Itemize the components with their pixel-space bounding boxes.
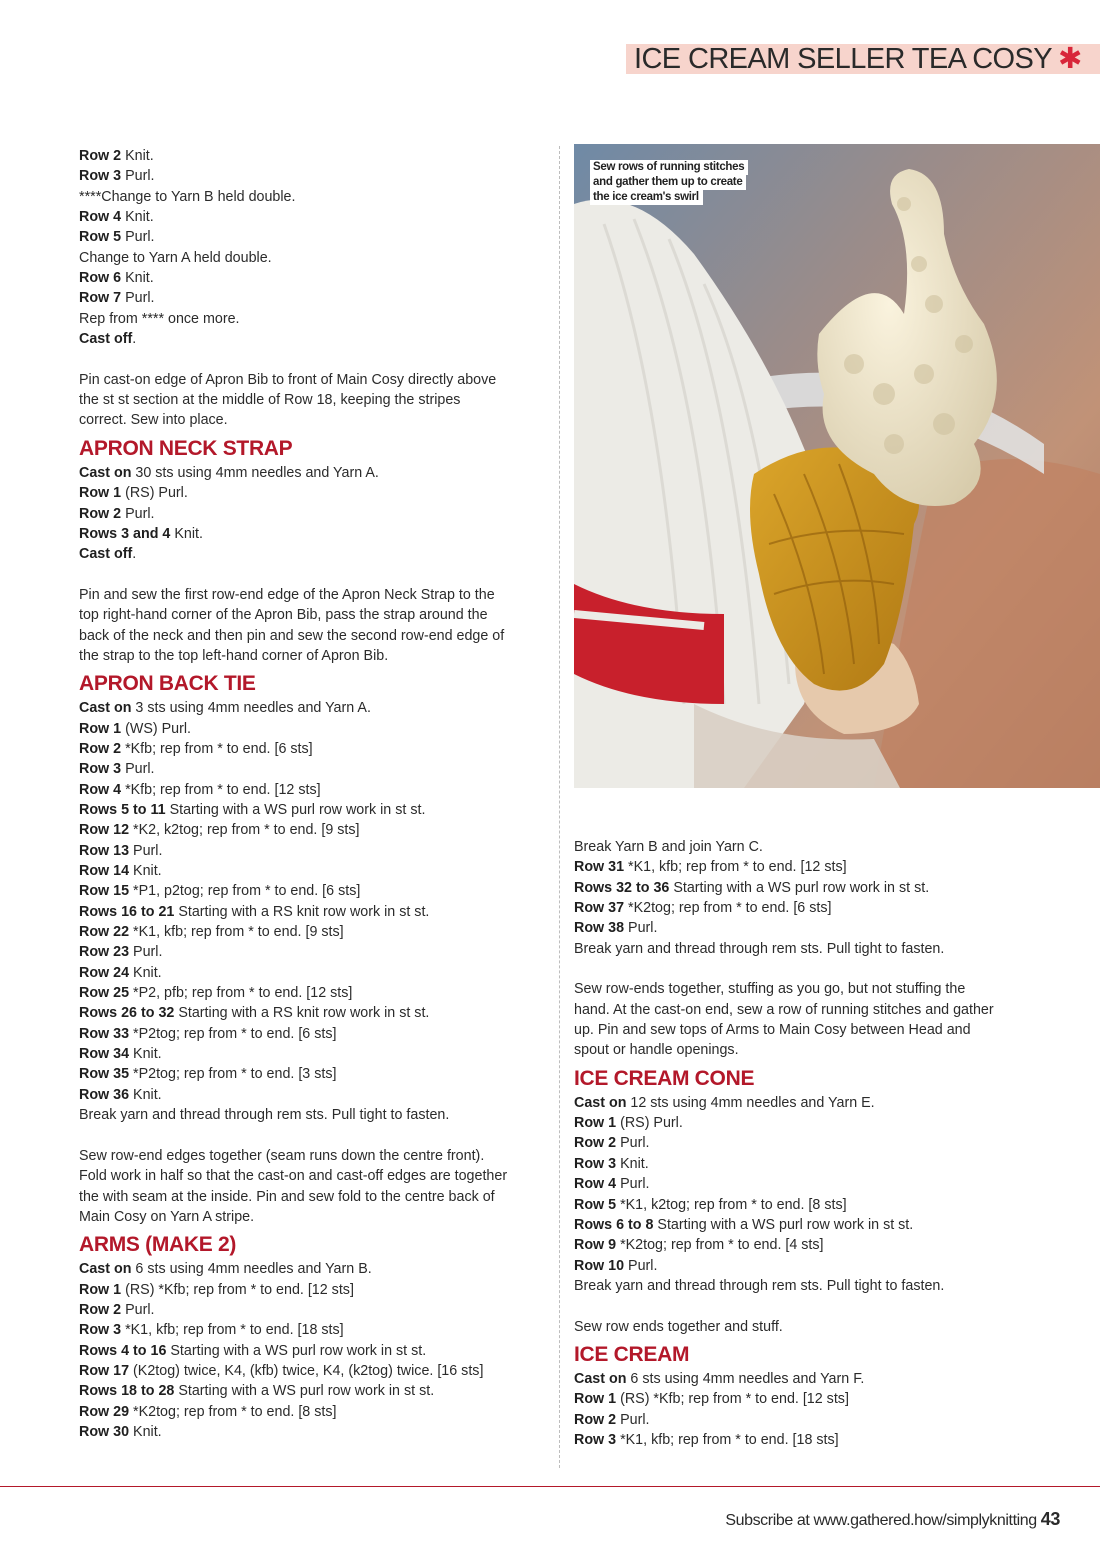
paragraph-line: back of the neck and then pin and sew the second row-end edge of	[79, 627, 505, 644]
pattern-row-line	[79, 268, 549, 288]
row-instruction: Purl.	[624, 1257, 658, 1274]
instruction-paragraph	[79, 370, 549, 431]
row-instruction: 6 sts using 4mm needles and Yarn F.	[626, 1370, 865, 1387]
row-label: Row 1	[574, 1115, 617, 1132]
left-column	[79, 146, 549, 1442]
row-label: Row 22	[79, 924, 130, 941]
row-instruction: (RS) *Kfb; rep from * to end. [12 sts]	[121, 1281, 354, 1298]
row-label: Row 14	[79, 863, 130, 879]
row-instruction: Purl.	[121, 505, 155, 522]
row-label: Row 3	[79, 761, 122, 778]
row-instruction: Break yarn and thread through rem sts. Pull tight to fasten.	[574, 940, 945, 957]
pattern-row-line	[574, 1113, 1044, 1133]
pattern-row-line	[79, 207, 549, 227]
pattern-row-line	[574, 918, 1044, 938]
instruction-paragraph	[574, 979, 1044, 1060]
pattern-row-line	[79, 1024, 549, 1044]
pattern-row-line	[574, 1369, 1044, 1389]
row-label: Row 2	[79, 740, 122, 757]
row-instruction: Knit.	[170, 525, 203, 542]
row-label: Rows 18 to 28	[79, 1383, 175, 1400]
row-instruction: Knit.	[129, 964, 162, 981]
row-label: Row 34	[79, 1046, 130, 1063]
row-instruction: Starting with a WS purl row work in st st.	[165, 801, 426, 818]
pattern-row-line	[574, 939, 1044, 959]
row-instruction: Purl.	[616, 1411, 650, 1428]
pattern-row-line	[79, 288, 549, 308]
row-label: Cast on	[574, 1094, 627, 1111]
row-label: Row 1	[79, 485, 122, 502]
pattern-row-line	[79, 1402, 549, 1422]
paragraph-line: Pin cast-on edge of Apron Bib to front of Main Cosy directly above	[79, 371, 497, 388]
row-instruction: Knit.	[129, 863, 162, 879]
paragraph-line: spout or handle openings.	[574, 1042, 739, 1059]
pattern-row-line	[79, 1300, 549, 1320]
row-label: Row 4	[79, 781, 122, 798]
pattern-row-line	[79, 504, 549, 524]
caption-line-1: Sew rows of running stitches	[590, 160, 748, 175]
pattern-row-line	[574, 1215, 1044, 1235]
row-instruction: Knit.	[121, 148, 154, 164]
caption-line-2: and gather them up to create	[590, 175, 746, 190]
row-instruction: Knit.	[129, 1046, 162, 1063]
pattern-row-line	[574, 1195, 1044, 1215]
footer-rule	[0, 1486, 1100, 1487]
row-instruction: *K1, kfb; rep from * to end. [9 sts]	[129, 924, 344, 941]
row-label: Row 1	[574, 1391, 617, 1408]
pattern-row-line	[79, 1361, 549, 1381]
pattern-row-line	[79, 739, 549, 759]
pattern-rows-block	[574, 1093, 1044, 1296]
row-instruction: *K1, kfb; rep from * to end. [12 sts]	[624, 859, 847, 876]
pattern-row-line	[574, 1256, 1044, 1276]
paragraph-line: Sew row-ends together, stuffing as you go, but not stuffing the	[574, 981, 966, 998]
pattern-row-line	[79, 1381, 549, 1401]
page-section-title	[634, 42, 1082, 76]
row-instruction: *Kfb; rep from * to end. [6 sts]	[121, 740, 313, 757]
row-label: Row 3	[79, 168, 122, 185]
pattern-row-line	[79, 902, 549, 922]
instruction-paragraph	[574, 1317, 1044, 1337]
row-instruction: Knit.	[616, 1155, 649, 1172]
pattern-row-line	[79, 1320, 549, 1340]
pattern-row-line	[79, 463, 549, 483]
row-label: Row 35	[79, 1066, 130, 1083]
section-heading-ice-cream-cone: ICE CREAM CONE	[574, 1066, 755, 1090]
pattern-rows-block	[79, 1259, 549, 1442]
pattern-row-line	[79, 841, 549, 861]
row-label: Rows 4 to 16	[79, 1342, 167, 1359]
pattern-row-line	[574, 878, 1044, 898]
row-instruction: *P2tog; rep from * to end. [3 sts]	[129, 1066, 337, 1083]
row-instruction: *K2tog; rep from * to end. [6 sts]	[624, 900, 832, 917]
pattern-row-line	[574, 857, 1044, 877]
pattern-row-line	[79, 1003, 549, 1023]
row-instruction: Knit.	[129, 1423, 162, 1440]
knitted-ice-cream-illustration	[574, 144, 1100, 788]
row-instruction: *P2, pfb; rep from * to end. [12 sts]	[129, 985, 353, 1002]
row-label: Rows 32 to 36	[574, 879, 670, 896]
pattern-row-line	[79, 166, 549, 186]
row-label: Row 5	[574, 1196, 617, 1213]
pattern-row-line	[79, 820, 549, 840]
row-label: Row 30	[79, 1423, 130, 1440]
section-heading-apron-back-tie: APRON BACK TIE	[79, 672, 256, 696]
row-instruction: Starting with a WS purl row work in st st.	[166, 1342, 427, 1359]
row-instruction: Purl.	[121, 168, 155, 185]
row-instruction: Starting with a RS knit row work in st st.	[174, 1005, 430, 1022]
pattern-row-line	[79, 861, 549, 881]
pattern-row-line	[79, 227, 549, 247]
row-label: Row 36	[79, 1086, 130, 1103]
pattern-row-line	[79, 1085, 549, 1105]
row-instruction: Change to Yarn A held double.	[79, 249, 272, 266]
row-instruction: (WS) Purl.	[121, 720, 192, 737]
pattern-row-line	[79, 524, 549, 544]
row-label: Row 37	[574, 900, 625, 917]
row-label: Row 31	[574, 859, 625, 876]
pattern-row-line	[79, 248, 549, 268]
paragraph-line: up. Pin and sew tops of Arms to Main Cosy between Head and	[574, 1022, 971, 1039]
row-instruction: Knit.	[121, 270, 154, 287]
pattern-row-line	[79, 1341, 549, 1361]
row-instruction: 12 sts using 4mm needles and Yarn E.	[626, 1094, 875, 1111]
row-label: Row 1	[79, 720, 122, 737]
row-instruction: Purl.	[129, 944, 163, 961]
section-heading-arms: ARMS (MAKE 2)	[79, 1233, 237, 1257]
pattern-row-line	[79, 983, 549, 1003]
section-title-text: ICE CREAM SELLER TEA COSY	[634, 43, 1052, 75]
row-label: Row 3	[574, 1155, 617, 1172]
row-instruction: Purl.	[121, 1301, 155, 1318]
pattern-rows-block	[79, 463, 549, 565]
photo-caption	[590, 160, 748, 205]
row-instruction: .	[132, 546, 137, 563]
paragraph-line: Main Cosy on Yarn A stripe.	[79, 1208, 255, 1225]
row-label: Row 2	[79, 148, 122, 164]
row-instruction: Purl.	[121, 290, 155, 307]
row-label: Row 6	[79, 270, 122, 287]
row-instruction: *P1, p2tog; rep from * to end. [6 sts]	[129, 883, 361, 900]
paragraph-line: Sew row-end edges together (seam runs down the centre front).	[79, 1147, 485, 1164]
pattern-row-line	[79, 1422, 549, 1442]
row-label: Row 15	[79, 883, 130, 900]
ice-cream-photo	[574, 144, 1100, 788]
pattern-row-line	[79, 1105, 549, 1125]
row-instruction: *K1, k2tog; rep from * to end. [8 sts]	[616, 1196, 847, 1213]
pattern-row-line	[79, 800, 549, 820]
row-label: Row 23	[79, 944, 130, 961]
row-instruction: Break Yarn B and join Yarn C.	[574, 839, 763, 855]
column-divider	[559, 146, 560, 1468]
row-label: Rows 6 to 8	[574, 1216, 654, 1233]
pattern-row-line	[79, 329, 549, 349]
row-instruction: *K1, kfb; rep from * to end. [18 sts]	[616, 1431, 839, 1448]
row-instruction: Knit.	[129, 1086, 162, 1103]
row-label: Row 24	[79, 964, 130, 981]
row-label: Row 4	[574, 1176, 617, 1193]
pattern-row-line	[79, 1280, 549, 1300]
pattern-row-line	[79, 759, 549, 779]
row-instruction: Knit.	[121, 209, 154, 226]
pattern-row-line	[574, 1276, 1044, 1296]
row-instruction: Purl.	[121, 761, 155, 778]
pattern-row-line	[79, 1044, 549, 1064]
pattern-row-line	[574, 837, 1044, 857]
row-instruction: .	[132, 331, 137, 348]
row-instruction: Starting with a WS purl row work in st st.	[669, 879, 930, 896]
row-label: Row 17	[79, 1362, 130, 1379]
row-label: Cast on	[79, 700, 132, 717]
row-instruction: ****Change to Yarn B held double.	[79, 188, 296, 205]
row-instruction: *K2tog; rep from * to end. [4 sts]	[616, 1237, 824, 1254]
footer	[725, 1509, 1060, 1530]
pattern-row-line	[574, 1389, 1044, 1409]
pattern-row-line	[79, 922, 549, 942]
row-instruction: Purl.	[129, 842, 163, 859]
row-label: Row 2	[79, 505, 122, 522]
row-instruction: 6 sts using 4mm needles and Yarn B.	[131, 1261, 372, 1278]
row-label: Rows 5 to 11	[79, 801, 166, 818]
row-label: Row 10	[574, 1257, 625, 1274]
pattern-row-line	[79, 483, 549, 503]
subscribe-text: Subscribe at www.gathered.how/simplyknitting	[725, 1512, 1037, 1529]
row-label: Row 9	[574, 1237, 617, 1254]
pattern-row-line	[574, 1235, 1044, 1255]
row-label: Row 5	[79, 229, 122, 246]
pattern-row-line	[574, 1154, 1044, 1174]
row-instruction: Purl.	[616, 1176, 650, 1193]
row-instruction: (RS) Purl.	[616, 1115, 683, 1132]
row-instruction: *Kfb; rep from * to end. [12 sts]	[121, 781, 321, 798]
row-instruction: 3 sts using 4mm needles and Yarn A.	[131, 700, 371, 717]
row-label: Cast on	[574, 1370, 627, 1387]
row-instruction: *K2, k2tog; rep from * to end. [9 sts]	[129, 822, 360, 839]
row-label: Row 7	[79, 290, 122, 307]
pattern-row-line	[574, 1410, 1044, 1430]
row-instruction: Starting with a WS purl row work in st st.	[174, 1383, 435, 1400]
right-column	[574, 837, 1044, 1450]
row-label: Row 33	[79, 1025, 130, 1042]
pattern-row-line	[79, 1064, 549, 1084]
pattern-row-line	[79, 881, 549, 901]
row-instruction: Break yarn and thread through rem sts. Pull tight to fasten.	[79, 1107, 450, 1124]
pattern-row-line	[574, 1093, 1044, 1113]
row-instruction: (RS) Purl.	[121, 485, 188, 502]
pattern-row-line	[79, 146, 549, 166]
instruction-paragraph	[79, 1146, 549, 1227]
row-instruction: *K2tog; rep from * to end. [8 sts]	[129, 1403, 337, 1420]
pattern-row-line	[574, 1133, 1044, 1153]
pattern-rows-block	[79, 698, 549, 1125]
pattern-row-line	[79, 544, 549, 564]
row-label: Rows 26 to 32	[79, 1005, 175, 1022]
row-label: Rows 3 and 4	[79, 525, 171, 542]
paragraph-line: hand. At the cast-on end, sew a row of running stitches and gather	[574, 1001, 994, 1018]
row-label: Cast off	[79, 546, 133, 563]
row-label: Row 29	[79, 1403, 130, 1420]
row-instruction: Purl.	[624, 920, 658, 937]
pattern-rows-block	[574, 837, 1044, 959]
pattern-rows-block	[574, 1369, 1044, 1450]
pattern-row-line	[79, 942, 549, 962]
row-label: Row 2	[574, 1135, 617, 1152]
pattern-row-line	[79, 780, 549, 800]
row-instruction: *P2tog; rep from * to end. [6 sts]	[129, 1025, 337, 1042]
section-heading-apron-neck-strap: APRON NECK STRAP	[79, 436, 293, 460]
pattern-row-line	[574, 1430, 1044, 1450]
paragraph-line: the strap to the top left-hand corner of Apron Bib.	[79, 647, 389, 664]
row-label: Cast on	[79, 464, 132, 481]
row-label: Rows 16 to 21	[79, 903, 175, 920]
paragraph-line: the st st section at the middle of Row 18, keeping the stripes	[79, 392, 461, 409]
row-instruction: Purl.	[616, 1135, 650, 1152]
pattern-rows-block	[79, 146, 549, 349]
paragraph-line: Fold work in half so that the cast-on and cast-off edges are together	[79, 1168, 508, 1185]
row-instruction: Purl.	[121, 229, 155, 246]
pattern-row-line	[79, 719, 549, 739]
caption-line-3: the ice cream's swirl	[590, 190, 703, 205]
paragraph-line: Pin and sew the first row-end edge of the Apron Neck Strap to the	[79, 586, 495, 603]
row-instruction: Rep from **** once more.	[79, 310, 240, 327]
instruction-paragraph	[79, 585, 549, 666]
pattern-row-line	[574, 1174, 1044, 1194]
paragraph-line: the with seam at the inside. Pin and sew fold to the centre back of	[79, 1188, 495, 1205]
row-label: Cast on	[79, 1261, 132, 1278]
row-label: Row 3	[79, 1322, 122, 1339]
section-heading-ice-cream: ICE CREAM	[574, 1342, 690, 1366]
paragraph-line: Sew row ends together and stuff.	[574, 1318, 783, 1335]
paragraph-line: correct. Sew into place.	[79, 412, 228, 429]
row-label: Row 12	[79, 822, 130, 839]
pattern-row-line	[79, 698, 549, 718]
row-instruction: 30 sts using 4mm needles and Yarn A.	[131, 464, 379, 481]
page-number: 43	[1040, 1509, 1060, 1529]
pattern-row-line	[79, 309, 549, 329]
paragraph-line: top right-hand corner of the Apron Bib, pass the strap around the	[79, 607, 488, 624]
row-label: Row 4	[79, 209, 122, 226]
row-label: Row 38	[574, 920, 625, 937]
pattern-row-line	[574, 898, 1044, 918]
row-label: Cast off	[79, 331, 133, 348]
row-instruction: (RS) *Kfb; rep from * to end. [12 sts]	[616, 1391, 849, 1408]
pattern-row-line	[79, 1259, 549, 1279]
pattern-row-line	[79, 187, 549, 207]
row-instruction: *K1, kfb; rep from * to end. [18 sts]	[121, 1322, 344, 1339]
row-instruction: Starting with a RS knit row work in st st.	[174, 903, 430, 920]
row-label: Row 2	[79, 1301, 122, 1318]
asterisk-icon: ✱	[1058, 43, 1082, 75]
row-label: Row 25	[79, 985, 130, 1002]
row-label: Row 3	[574, 1431, 617, 1448]
row-instruction: Starting with a WS purl row work in st st.	[653, 1216, 914, 1233]
row-instruction: Break yarn and thread through rem sts. Pull tight to fasten.	[574, 1277, 945, 1294]
row-label: Row 13	[79, 842, 130, 859]
row-instruction: (K2tog) twice, K4, (kfb) twice, K4, (k2tog) twice. [16 sts]	[129, 1362, 484, 1379]
row-label: Row 1	[79, 1281, 122, 1298]
pattern-row-line	[79, 963, 549, 983]
row-label: Row 2	[574, 1411, 617, 1428]
